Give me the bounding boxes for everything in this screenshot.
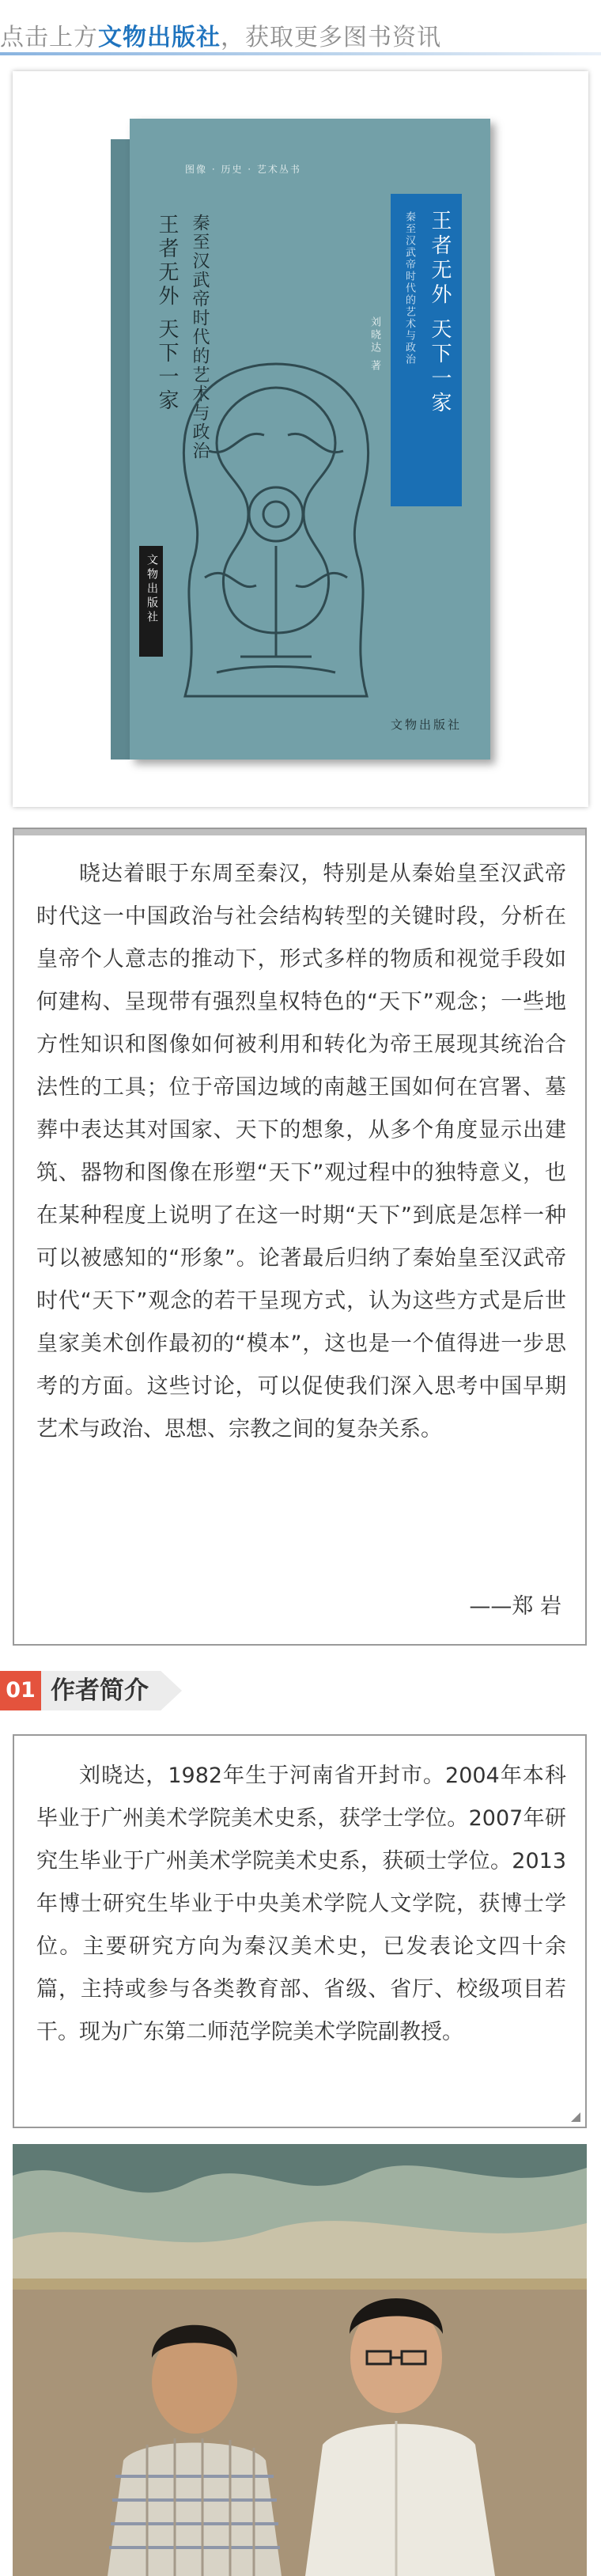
banner-divider <box>0 52 601 55</box>
bronze-ornament-illustration <box>161 356 391 704</box>
section-title: 作者简介 <box>51 1676 149 1705</box>
review-signature: ——郑 岩 <box>469 1594 561 1619</box>
cover-band-subtitle: 秦至汉武帝时代的艺术与政治 <box>403 211 415 366</box>
cover-subtitle-vertical: 秦至汉武帝时代的艺术与政治 <box>190 214 210 460</box>
cover-series-label: 图像 · 历史 · 艺术丛书 <box>185 164 301 175</box>
cover-publisher-mark-text: 文物出版社 <box>146 554 158 625</box>
author-photo-illustration <box>13 2144 587 2576</box>
review-box <box>13 828 587 1646</box>
section-header-author-intro <box>0 1671 601 1710</box>
book-cover-image <box>111 119 490 760</box>
review-text: 晓达着眼于东周至秦汉，特别是从秦始皇至汉武帝时代这一中国政治与社会结构转型的关键时段，分析在皇帝个人意志的推动下，形式多样的物质和视觉手段如何建构、呈现带有强烈皇权特色的“天下”观念；一些地方性知识和图像如何被利用和转化为帝王展现其统治合法性的工具；位于帝国边域的南越王国如何在宫署、墓葬中表达其对国家、天下的想象，从多个角度显示出建筑、器物和图像在形塑“天下”观过程中的独特意义，也在某种程度上说明了在这一时期“天下”到底是怎样一种可以被感知的“形象”。论著最后归纳了秦始皇至汉武帝时代“天下”观念的若干呈现方式，认为这些方式是后世皇家美术创作最初的“模本”，这也是一个值得进一步思考的方面。这些讨论，可以促使我们深入思考中国早期艺术与政治、思想、宗教之间的复杂关系。 <box>36 862 566 1441</box>
banner-brand-link[interactable]: 文物出版社 <box>98 24 221 51</box>
section-number-badge: 01 <box>0 1671 41 1710</box>
author-bio-box <box>13 1734 587 2128</box>
banner-suffix: ，获取更多图书资讯 <box>221 24 441 51</box>
cover-author: 刘晓达 著 <box>369 316 380 373</box>
cover-publisher-foot: 文物出版社 <box>391 718 463 732</box>
cover-title-band <box>391 194 462 506</box>
cover-band-title: 王者无外 天下一家 <box>428 210 452 417</box>
book-cover-card <box>13 71 588 807</box>
corner-triangle-icon <box>571 2112 580 2122</box>
banner-prefix: 点击上方 <box>0 24 98 51</box>
banner-text[interactable] <box>0 17 441 52</box>
top-banner <box>0 0 601 62</box>
cover-publisher-mark <box>139 546 163 657</box>
author-bio-text: 刘晓达，1982年生于河南省开封市。2004年本科毕业于广州美术学院美术史系，获学士学位。2007年研究生毕业于广州美术学院美术史系，获硕士学位。2013年博士研究生毕业于中央美术学院人文学院，获博士学位。主要研究方向为秦汉美术史，已发表论文四十余篇，主持或参与各类教育部、省级、省厅、校级项目若干。现为广东第二师范学院美术学院副教授。 <box>36 1763 566 2044</box>
book-front <box>130 119 490 760</box>
author-photo <box>13 2144 587 2576</box>
cover-title-vertical: 王者无外 天下一家 <box>155 214 179 414</box>
